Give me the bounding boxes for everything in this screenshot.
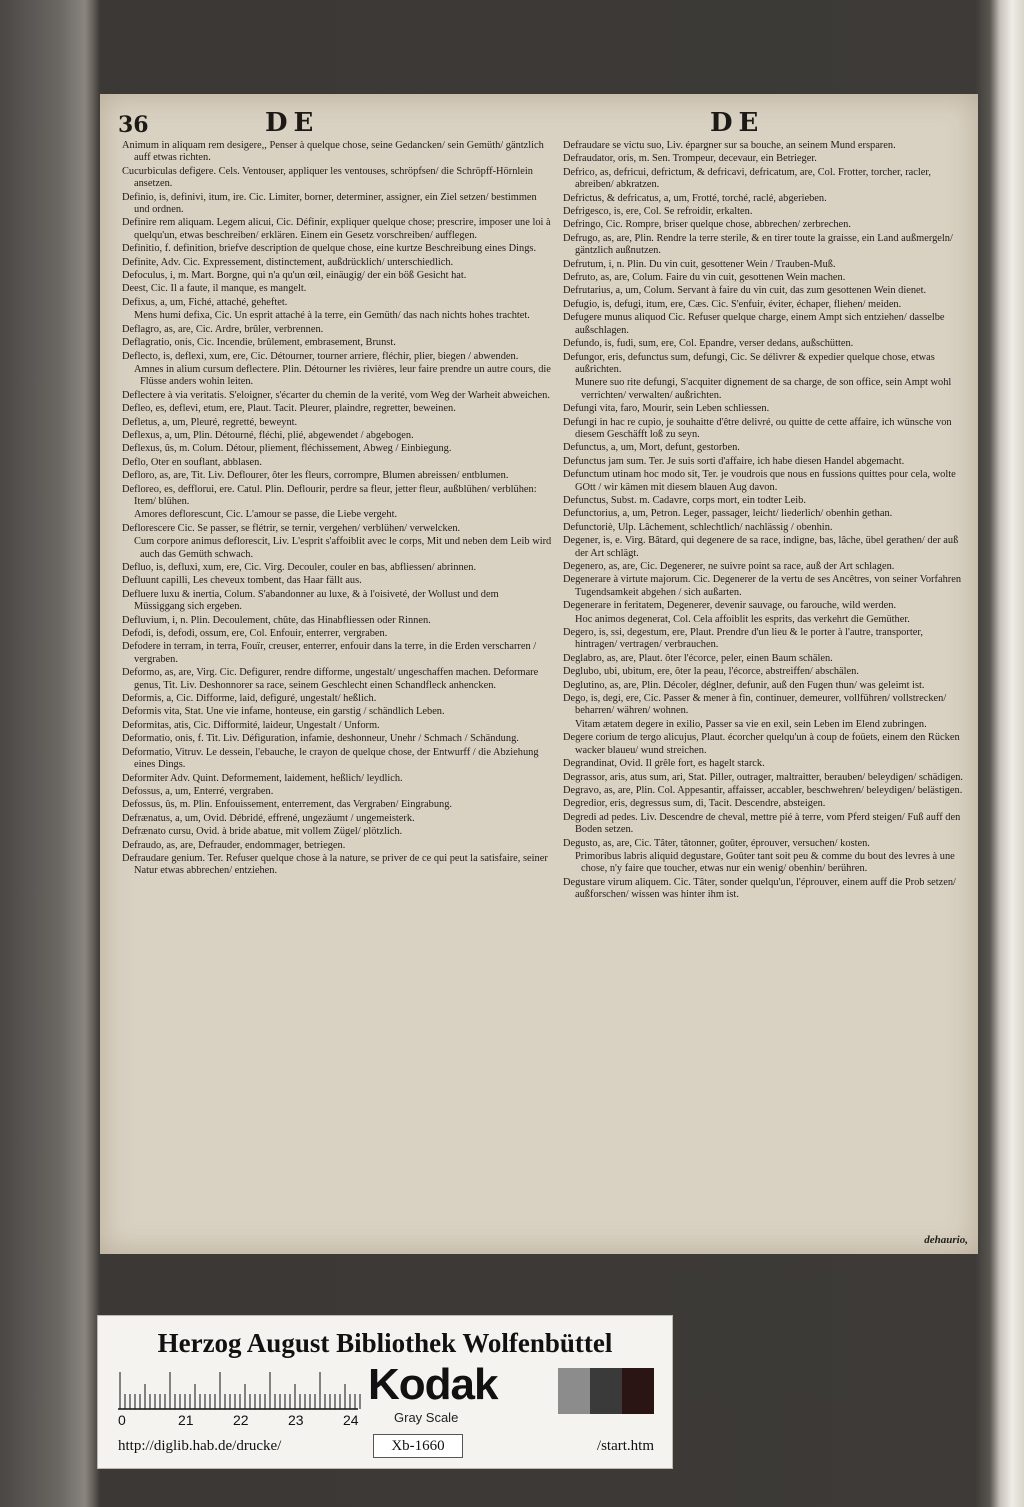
dictionary-entry: Defunctoriè, Ulp. Lâchement, schlechtlich/ nachlässig / obenhin.: [563, 521, 833, 533]
dictionary-entry: Defunctum utinam hoc modo sit, Ter. je voudrois que nous en fussions quittes pour cela, wolte GOtt / wir kämen mit diesem blauen Aug davon.: [563, 469, 956, 493]
dictionary-entry: Amnes in alium cursum deflectere. Plin. Détourner les rivières, leur faire prendre un autre cours, die Flüsse anders wohin leiten.: [134, 363, 551, 388]
dictionary-entry: Defrictus, & defricatus, a, um, Frotté, torché, raclé, abgerieben.: [563, 192, 827, 204]
kodak-logo: Kodak: [368, 1360, 498, 1409]
dictionary-entry: Defungi in hac re cupio, je souhaitte d'être delivré, ou quitte de cette affaire, ich wünsche von diesem Geschäfft loß zu seyn.: [563, 416, 952, 440]
dictionary-entry: Deformis, a, Cic. Difforme, laid, defiguré, ungestalt/ heßlich.: [122, 693, 377, 705]
running-head-left: DE: [265, 108, 320, 138]
ruler-number: 23: [288, 1412, 304, 1428]
dictionary-entry: Defrutum, i, n. Plin. Du vin cuit, gesottener Wein / Trauben-Muß.: [563, 258, 836, 270]
shelfmark-box: Xb-1660: [373, 1434, 463, 1458]
library-color-chart-banner: [97, 1315, 673, 1469]
dictionary-entry: Deglabro, as, are, Plaut. ôter l'écorce, peler, einen Baum schälen.: [563, 652, 833, 664]
dictionary-entry: Degrandinat, Ovid. Il grêle fort, es hagelt starck.: [563, 758, 765, 770]
dictionary-entry: Hoc animos degenerat, Col. Cela affoiblit les esprits, das verkehrt die Gemüther.: [575, 613, 910, 625]
banner-footer: [98, 1434, 672, 1460]
dictionary-entry: Defixus, a, um, Fiché, attaché, geheftet.: [122, 296, 288, 308]
dictionary-entry: Defletus, a, um, Pleuré, regretté, beweynt.: [122, 416, 298, 428]
dictionary-entry: Defluunt capilli, Les cheveux tombent, das Haar fällt aus.: [122, 575, 362, 587]
dictionary-entry: Defraudare se victu suo, Liv. épargner sur sa bouche, an seinem Mund ersparen.: [563, 140, 896, 151]
dictionary-entry: Defruto, as, are, Colum. Faire du vin cuit, gesottenen Wein machen.: [563, 272, 846, 284]
dictionary-entry: Degrassor, aris, atus sum, ari, Stat. Piller, outrager, maltraitter, berauben/ beleydigen/ schädigen.: [563, 771, 963, 783]
dictionary-entry: Defrugo, as, are, Plin. Rendre la terre sterile, & en tirer toute la graisse, ein Land außmergeln/ gäntzlich außnutzen.: [563, 232, 953, 257]
dictionary-entry: Degenerare à virtute majorum. Cic. Degenerer de la vertu de ses Ancêtres, von seiner Vorfahren Tugendsamkeit abgehen / sich außarten.: [563, 574, 962, 598]
right-column: [563, 140, 965, 1240]
dictionary-entry: Defloro, as, are, Tit. Liv. Deflourer, ôter les fleurs, corrompre, Blumen abreissen/ entblumen.: [122, 470, 509, 482]
dictionary-entry: Defunctus, Subst. m. Cadavre, corps mort, ein todter Leib.: [563, 494, 806, 506]
dictionary-entry: Degravo, as, are, Plin. Col. Appesantir, affaisser, accabler, beschwehren/ beleydigen/ belästigen.: [563, 784, 963, 796]
dictionary-entry: Definitio, f. definition, briefve description de quelque chose, eine kurtze Beschreibung eines Dings.: [122, 243, 537, 255]
dictionary-entry: Defluvium, i, n. Plin. Decoulement, chûte, das Hinabfliessen oder Rinnen.: [122, 614, 431, 626]
left-column: [122, 140, 552, 1240]
dictionary-entry: Mens humi defixa, Cic. Un esprit attaché à la terre, ein Gemüth/ das nach nichts hohes trachtet.: [134, 310, 530, 322]
dictionary-entry: Deglubo, ubi, ubitum, ere, ôter la peau, l'écorce, abstreiffen/ abschälen.: [563, 666, 859, 678]
dictionary-entry: Definire rem aliquam. Legem alicui, Cic. Définir, expliquer quelque chose; prescrire, imposer une loi à quelqu'un, etwas beschreiben/ erklären. Einem ein Gesetz vorschreiben/ aufflegen.: [122, 217, 551, 241]
dictionary-entry: Degustare virum aliquem. Cic. Tâter, sonder quelqu'un, l'éprouver, einem auff die Prob setzen/ außforschen/ wissen was hinter ihm ist.: [563, 876, 956, 901]
dictionary-entry: Defrænatus, a, um, Ovid. Débridé, effrené, ungezäumt / ungemeisterk.: [122, 812, 415, 824]
ruler-number: 0: [118, 1412, 126, 1428]
dictionary-entry: Cum corpore animus deflorescit, Liv. L'esprit s'affoiblit avec le corps, Mit und neben dem Leib wird auch das Gemüth schwach.: [134, 536, 552, 560]
dictionary-entry: Defodere in terram, in terra, Fouïr, creuser, enterrer, enfouir dans la terre, in die Erden verscharren / vergraben.: [122, 641, 537, 665]
dictionary-entry: Defugio, is, defugi, itum, ere, Cæs. Cic. S'enfuir, éviter, échaper, fliehen/ meiden.: [563, 298, 902, 310]
dictionary-entry: Defluere luxu & inertia, Colum. S'abandonner au luxe, & à l'oisiveté, der Wollust und dem Müssiggang sich ergeben.: [122, 588, 499, 613]
gray-patch: [590, 1368, 622, 1414]
dictionary-entry: Deformatio, onis, f. Tit. Liv. Défiguration, infamie, deshonneur, Unehr / Schmach / Schändung.: [122, 733, 519, 745]
dictionary-entry: Defraudare genium. Ter. Refuser quelque chose à la nature, se priver de ce qui peut la satisfaire, seiner Natur etwas abbrechen/ entziehen.: [122, 852, 548, 877]
dictionary-entry: Amores deflorescunt, Cic. L'amour se passe, die Liebe vergeht.: [134, 509, 398, 521]
dictionary-entry: Defrico, as, defricui, defrictum, & defricavi, defricatum, are, Col. Frotter, torcher, racler, abreiben/ abkratzen.: [563, 166, 932, 191]
dictionary-entry: Dego, is, degi, ere, Cic. Passer & mener à fin, continuer, demeurer, vollführen/ vollstrecken/ beharren/ währen/ wohnen.: [563, 693, 947, 717]
dictionary-entry: Deflectere à via veritatis. S'eloigner, s'écarter du chemin de la verité, vom Weg der Warheit abweichen.: [122, 389, 550, 401]
dictionary-entry: Defossus, ûs, m. Plin. Enfouissement, enterrement, das Vergraben/ Eingrabung.: [122, 799, 453, 811]
ruler-number: 21: [178, 1412, 194, 1428]
dictionary-entry: Defoculus, i, m. Mart. Borgne, qui n'a qu'un œil, einäugig/ der ein böß Gesicht hat.: [122, 270, 467, 282]
dictionary-entry: Degredior, eris, degressus sum, di, Tacit. Descendre, absteigen.: [563, 798, 826, 810]
dictionary-entry: Deflagro, as, are, Cic. Ardre, brûler, verbrennen.: [122, 323, 324, 335]
gray-scale-patches: [558, 1368, 654, 1414]
dictionary-entry: Vitam ætatem degere in exilio, Passer sa vie en exil, sein Leben im Elend zubringen.: [575, 718, 927, 730]
dictionary-entry: Defugere munus aliquod Cic. Refuser quelque charge, einem Ampt sich entziehen/ dasselbe außschlagen.: [563, 312, 945, 336]
dictionary-entry: Defungi vita, faro, Mourir, sein Leben schliessen.: [563, 403, 770, 415]
dictionary-entry: Degero, is, ssi, degestum, ere, Plaut. Prendre d'un lieu & le porter à l'autre, transporter, hintragen/ vertragen/ verbrauchen.: [563, 627, 923, 651]
dictionary-entry: Defundo, is, fudi, sum, ere, Col. Epandre, verser dedans, außschütten.: [563, 338, 854, 350]
dictionary-entry: Defraudator, oris, m. Sen. Trompeur, decevaur, ein Betrieger.: [563, 153, 817, 165]
ruler-number: 24: [343, 1412, 359, 1428]
dictionary-entry: Defrænato cursu, Ovid. à bride abatue, mit vollem Zügel/ plötzlich.: [122, 826, 403, 838]
dictionary-entry: Deglutino, as, are, Plin. Décoler, déglner, defunir, auß den Fugen thun/ was geleimt ist.: [563, 679, 925, 691]
dictionary-entry: Defraudo, as, are, Defrauder, endommager, betriegen.: [122, 839, 346, 851]
dictionary-entry: Defrigesco, is, ere, Col. Se refroidir, erkalten.: [563, 206, 753, 218]
dictionary-entry: Definio, is, definivi, itum, ire. Cic. Limiter, borner, determiner, assigner, ein Ziel setzen/ bestimmen und ordnen.: [122, 191, 537, 216]
dictionary-entry: Defunctus jam sum. Ter. Je suis sorti d'affaire, ich habe diesen Handel abgemacht.: [563, 455, 905, 467]
dictionary-entry: Defossus, a, um, Enterré, vergraben.: [122, 785, 274, 797]
dictionary-entry: Deflexus, a, um, Plin. Détourné, fléchi, plié, abgewendet / abgebogen.: [122, 429, 414, 441]
dictionary-entry: Deformis vita, Stat. Une vie infame, honteuse, ein garstig / schändlich Leben.: [122, 706, 445, 718]
dictionary-entry: Degredi ad pedes. Liv. Descendre de cheval, mettre pié à terre, vom Pferd steigen/ Fuß auff den Boden setzen.: [563, 811, 961, 836]
dictionary-entry: Deflorescere Cic. Se passer, se flétrir, se ternir, vergehen/ verblühen/ verwelcken.: [122, 522, 461, 534]
ruler-number: 22: [233, 1412, 249, 1428]
library-name: Herzog August Bibliothek Wolfenbüttel: [157, 1328, 613, 1358]
dictionary-entry: Deformatio, Vitruv. Le dessein, l'ebauche, le crayon de quelque chose, der Entwurff / die Abziehung eines Dings.: [122, 746, 539, 771]
start-page-link[interactable]: /start.htm: [596, 1438, 654, 1454]
gray-patch: [558, 1368, 590, 1414]
dictionary-entry: Cucurbiculas defigere. Cels. Ventouser, appliquer les ventouses, schröpfsen/ die Schröpff-Hörnlein ansetzen.: [122, 165, 533, 190]
dictionary-entry: Deflo, Oter en souflant, abblasen.: [122, 456, 262, 468]
dictionary-entry: Deformiter Adv. Quint. Deformement, laidement, heßlich/ leydlich.: [122, 772, 403, 784]
catchword: dehaurio,: [924, 1234, 968, 1246]
running-head-right: DE: [710, 108, 765, 138]
dictionary-entry: Defringo, Cic. Rompre, briser quelque chose, abbrechen/ zerbrechen.: [563, 219, 851, 231]
dictionary-page: [100, 94, 978, 1254]
page-header: [100, 104, 978, 138]
dictionary-entry: Degusto, as, are, Cic. Tâter, tâtonner, goûter, éprouver, versuchen/ kosten.: [563, 837, 870, 849]
gray-patch: [622, 1368, 654, 1414]
dictionary-entry: Animum in aliquam rem desigere,, Penser à quelque chose, seine Gedancken/ sein Gemüth/ gäntzlich auff etwas richten.: [122, 140, 544, 164]
dictionary-entry: Degenerare in feritatem, Degenerer, devenir sauvage, ou farouche, wild werden.: [563, 600, 897, 612]
dictionary-entry: Deflecto, is, deflexi, xum, ere, Cic. Détourner, tourner arriere, fléchir, plier, biegen / abwenden.: [122, 350, 519, 362]
dictionary-entry: Defluo, is, defluxi, xum, ere, Cic. Virg. Decouler, couler en bas, abfliessen/ abrinnen.: [122, 562, 477, 573]
dictionary-entry: Munere suo rite defungi, S'acquiter dignement de sa charge, de son office, sein Ampt wohl verrichten/ verwalten/ außrichten.: [575, 377, 952, 401]
dictionary-entry: Defloreo, es, defflorui, ere. Catul. Plin. Deflourir, perdre sa fleur, jetter fleur, außblühen/ verblühen: Item/ blühen.: [122, 483, 537, 507]
dictionary-entry: Degenero, as, are, Cic. Degenerer, ne suivre point sa race, auß der Art schlagen.: [563, 561, 895, 572]
dictionary-entry: Defleo, es, deflevi, etum, ere, Plaut. Tacit. Pleurer, plaindre, regretter, beweinen.: [122, 403, 456, 415]
dictionary-entry: Defunctorius, a, um, Petron. Leger, passager, leicht/ liederlich/ obenhin gethan.: [563, 508, 893, 520]
dictionary-entry: Defunctus, a, um, Mort, defunt, gestorben.: [563, 442, 740, 454]
dictionary-entry: Defrutarius, a, um, Colum. Servant à faire du vin cuit, das zum gesottenen Wein dienet.: [563, 285, 927, 297]
dictionary-entry: Deest, Cic. Il a faute, il manque, es mangelt.: [122, 283, 307, 295]
dictionary-entry: Deflexus, ûs, m. Colum. Détour, pliement, fléchissement, Abweg / Einbiegung.: [122, 443, 452, 455]
dictionary-entry: Definite, Adv. Cic. Expressement, distinctement, außdrücklich/ unterschiedlich.: [122, 256, 454, 268]
dictionary-entry: Deflagratio, onis, Cic. Incendie, brûlement, embrasement, Brunst.: [122, 337, 396, 349]
dictionary-entry: Degere corium de tergo alicujus, Plaut. écorcher quelqu'un à coup de foüets, einem den Rücken wacker blaueu/ wund streichen.: [563, 732, 960, 756]
gray-scale-label: Gray Scale: [394, 1410, 459, 1425]
dictionary-entry: Defungor, eris, defunctus sum, defungi, Cic. Se délivrer & expedier quelque chose, etwas außrichten.: [563, 351, 935, 375]
dictionary-entry: Deformitas, atis, Cic. Difformité, laideur, Ungestalt / Unform.: [122, 719, 380, 731]
dictionary-entry: Defodi, is, defodi, ossum, ere, Col. Enfouir, enterrer, vergraben.: [122, 628, 388, 640]
dictionary-entry: Primoribus labris aliquid degustare, Goûter tant soit peu & comme du bout des levres à une chose, n'y faire que toucher, etwas nur ein wenig/ obenhin/ berühren.: [575, 850, 955, 875]
dictionary-entry: Deformo, as, are, Virg. Cic. Defigurer, rendre difforme, ungestalt/ ungeschaffen machen. Deformare genus, Tit. Liv. Deshonnorer sa race, seinem Geschlecht einen Schandfleck anhencken.: [122, 667, 539, 691]
dictionary-entry: Degener, is, e. Virg. Bâtard, qui degenere de sa race, indigne, bas, lâche, übel gerathen/ der auß der Art schlägt.: [563, 535, 959, 559]
page-number: 36: [118, 112, 149, 138]
digital-library-link[interactable]: http://diglib.hab.de/drucke/: [118, 1438, 282, 1454]
